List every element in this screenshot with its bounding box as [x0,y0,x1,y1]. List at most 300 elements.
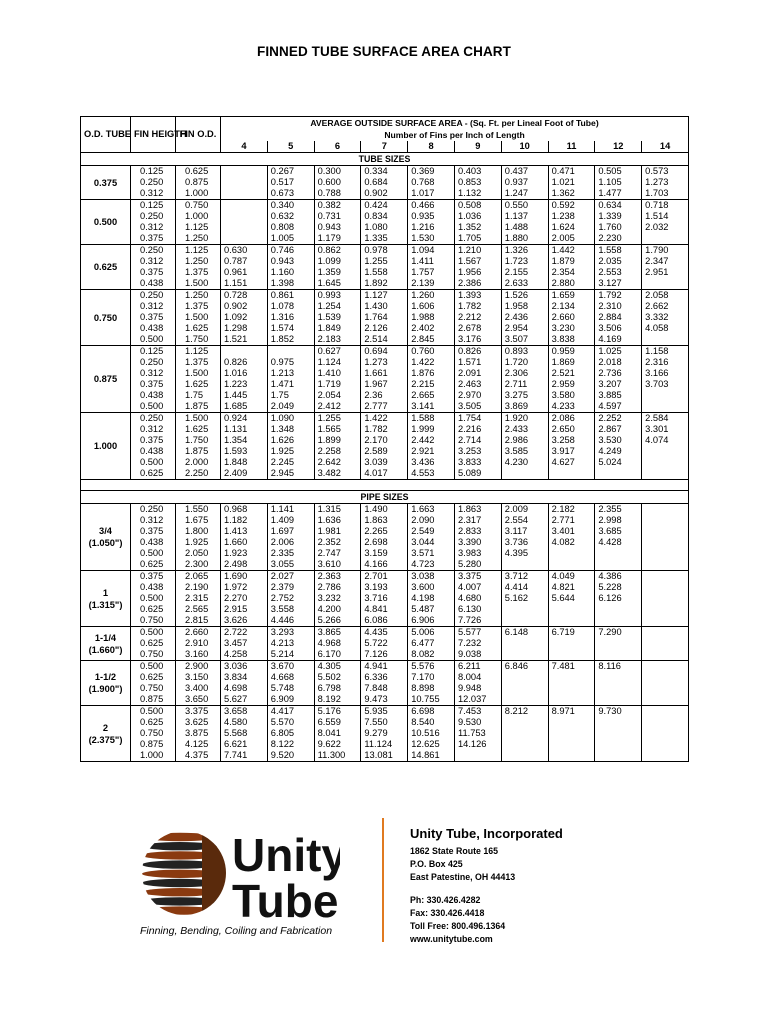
area-cell: 1.972 [221,582,268,593]
fin-height-cell: 0.125 [131,346,176,358]
area-cell: 4.435 [361,627,408,639]
table-row [81,526,689,537]
address-line-3: East Patestine, OH 44413 [410,872,516,882]
area-cell: 1.409 [267,515,314,526]
area-cell [221,200,268,212]
area-cell: 3.482 [314,468,361,480]
table-row [81,413,689,425]
area-cell: 1.398 [267,278,314,290]
fin-height-cell: 0.312 [131,222,176,233]
area-cell: 0.787 [221,256,268,267]
fin-height-cell: 0.312 [131,515,176,526]
area-cell: 1.685 [221,401,268,413]
area-cell: 1.920 [501,413,548,425]
area-cell [642,457,689,468]
fin-od-cell: 3.375 [176,706,221,718]
area-cell: 0.634 [595,200,642,212]
area-cell: 4.698 [221,683,268,694]
area-cell: 9.520 [267,750,314,762]
area-cell: 2.442 [408,435,455,446]
area-cell: 0.550 [501,200,548,212]
table-row [81,188,689,200]
area-cell: 2.032 [642,222,689,233]
area-cell: 2.959 [548,379,595,390]
area-cell: 3.505 [454,401,501,413]
area-cell: 3.685 [595,526,642,537]
area-cell: 1.273 [642,177,689,188]
area-cell [501,672,548,683]
area-cell: 1.719 [314,379,361,390]
area-cell: 2.091 [454,368,501,379]
area-cell: 1.411 [408,256,455,267]
area-cell [501,694,548,706]
area-cell: 5.570 [267,717,314,728]
area-cell: 2.306 [501,368,548,379]
fin-count-header: 11 [548,141,595,153]
area-cell: 1.660 [221,537,268,548]
area-cell: 1.899 [314,435,361,446]
area-cell: 4.258 [221,649,268,661]
table-row [81,457,689,468]
fin-height-cell: 0.500 [131,548,176,559]
area-cell: 1.760 [595,222,642,233]
table-row [81,537,689,548]
area-cell: 0.808 [267,222,314,233]
area-cell: 0.694 [361,346,408,358]
area-cell: 2.335 [267,548,314,559]
area-cell: 3.039 [361,457,408,468]
area-cell: 0.517 [267,177,314,188]
fin-height-cell: 0.250 [131,413,176,425]
area-cell: 1.988 [408,312,455,323]
area-cell: 3.176 [454,334,501,346]
fin-height-cell: 1.000 [131,750,176,762]
area-cell: 0.508 [454,200,501,212]
table-row [81,435,689,446]
phone: Ph: 330.426.4282 [410,895,481,905]
area-cell: 6.846 [501,661,548,673]
area-cell: 2.722 [221,627,268,639]
area-cell: 2.265 [361,526,408,537]
od-pipe-size: (1.660") [88,644,123,655]
area-cell: 1.025 [595,346,642,358]
area-cell: 11.300 [314,750,361,762]
area-cell: 2.433 [501,424,548,435]
area-cell: 2.355 [595,504,642,516]
table-row [81,661,689,673]
area-cell: 1.016 [221,368,268,379]
area-cell: 0.978 [361,245,408,257]
area-cell [595,615,642,627]
area-cell [595,672,642,683]
area-cell: 2.701 [361,571,408,583]
area-cell: 5.627 [221,694,268,706]
area-cell: 0.471 [548,166,595,178]
area-cell: 0.731 [314,211,361,222]
area-cell: 4.049 [548,571,595,583]
od-cell [81,661,131,706]
area-cell: 1.422 [361,413,408,425]
area-cell: 2.786 [314,582,361,593]
area-cell: 3.117 [501,526,548,537]
area-cell: 2.951 [642,267,689,278]
area-cell: 2.921 [408,446,455,457]
area-cell: 4.169 [595,334,642,346]
fin-height-cell: 0.438 [131,390,176,401]
area-cell [548,604,595,615]
table-row [81,672,689,683]
fin-od-cell: 4.125 [176,739,221,750]
fin-count-header: 7 [361,141,408,153]
area-cell [595,604,642,615]
area-cell: 4.017 [361,468,408,480]
area-cell: 0.975 [267,357,314,368]
area-cell: 1.488 [501,222,548,233]
area-cell: 6.086 [361,615,408,627]
area-cell: 4.417 [267,706,314,718]
area-cell: 9.279 [361,728,408,739]
area-cell: 6.170 [314,649,361,661]
area-cell: 4.428 [595,537,642,548]
area-cell [501,649,548,661]
area-cell: 6.698 [408,706,455,718]
area-cell: 0.937 [501,177,548,188]
area-cell [501,750,548,762]
area-cell [642,468,689,480]
fin-od-cell: 3.650 [176,694,221,706]
area-cell: 2.258 [314,446,361,457]
area-cell: 0.993 [314,290,361,302]
area-cell: 6.126 [595,593,642,604]
area-cell: 9.530 [454,717,501,728]
area-cell: 2.412 [314,401,361,413]
table-row [81,593,689,604]
area-cell: 6.906 [408,615,455,627]
fin-height-cell: 0.500 [131,593,176,604]
fin-od-cell: 1.550 [176,504,221,516]
area-cell: 11.753 [454,728,501,739]
fin-height-cell: 0.438 [131,323,176,334]
area-cell: 1.430 [361,301,408,312]
area-cell: 3.207 [595,379,642,390]
tagline: Finning, Bending, Coiling and Fabrication [140,925,333,937]
fin-od-cell: 2.190 [176,582,221,593]
website-link[interactable]: www.unitytube.com [410,934,493,944]
fin-height-cell: 0.125 [131,200,176,212]
fin-od-cell: 3.150 [176,672,221,683]
area-cell: 4.249 [595,446,642,457]
table-row [81,357,689,368]
toll-free: Toll Free: 800.496.1364 [410,921,506,931]
area-cell: 3.258 [548,435,595,446]
area-cell: 2.354 [548,267,595,278]
area-cell: 1.339 [595,211,642,222]
area-cell: 2.884 [595,312,642,323]
area-cell: 3.253 [454,446,501,457]
area-cell [501,638,548,649]
area-cell: 1.490 [361,504,408,516]
area-cell [548,739,595,750]
table-row [81,346,689,358]
table-row [81,571,689,583]
fin-od-cell: 1.750 [176,334,221,346]
fin-od-cell: 0.875 [176,177,221,188]
fin-count-header: 14 [642,141,689,153]
fin-count-header: 5 [267,141,314,153]
area-cell: 3.332 [642,312,689,323]
area-cell: 2.554 [501,515,548,526]
area-cell: 2.514 [361,334,408,346]
area-cell: 1.690 [221,571,268,583]
area-cell: 2.363 [314,571,361,583]
area-cell: 2.009 [501,504,548,516]
area-cell: 5.024 [595,457,642,468]
area-cell: 0.943 [314,222,361,233]
area-cell: 4.198 [408,593,455,604]
area-cell [595,728,642,739]
fin-od-cell: 1.800 [176,526,221,537]
area-cell: 0.267 [267,166,314,178]
area-cell: 2.409 [221,468,268,480]
fin-count-header: 6 [314,141,361,153]
area-cell: 1.514 [642,211,689,222]
area-cell: 3.375 [454,571,501,583]
area-cell [548,548,595,559]
area-cell: 1.216 [408,222,455,233]
area-cell: 2.058 [642,290,689,302]
surface-area-table [80,116,689,762]
area-cell [642,334,689,346]
area-cell [501,559,548,571]
area-cell: 1.521 [221,334,268,346]
area-cell: 1.593 [221,446,268,457]
od-pipe-size: (1.900") [88,684,123,694]
area-cell: 6.336 [361,672,408,683]
area-cell: 0.902 [361,188,408,200]
area-cell: 1.956 [454,267,501,278]
area-cell: 3.712 [501,571,548,583]
area-cell: 3.833 [454,457,501,468]
od-value: 1 [102,587,109,598]
table-row [81,638,689,649]
area-cell: 3.055 [267,559,314,571]
area-cell: 1.362 [548,188,595,200]
area-cell: 2.549 [408,526,455,537]
area-cell [642,739,689,750]
area-cell: 1.410 [314,368,361,379]
area-cell: 2.215 [408,379,455,390]
area-cell: 0.437 [501,166,548,178]
area-cell: 3.610 [314,559,361,571]
area-cell: 5.214 [267,649,314,661]
area-cell [221,211,268,222]
od-pipe-size: (1.050") [88,538,123,548]
area-cell: 3.865 [314,627,361,639]
area-cell: 2.36 [361,390,408,401]
area-cell: 1.151 [221,278,268,290]
area-cell: 2.915 [221,604,268,615]
area-cell: 2.880 [548,278,595,290]
area-cell: 1.925 [267,446,314,457]
area-cell: 2.252 [595,413,642,425]
col-header-fin-height: FIN HEIGTH [131,117,176,153]
area-cell: 1.179 [314,233,361,245]
fin-height-cell: 0.125 [131,166,176,178]
area-cell: 1.967 [361,379,408,390]
area-cell [548,649,595,661]
area-cell: 4.627 [548,457,595,468]
od-value: 3/4 [99,526,112,536]
table-row [81,334,689,346]
area-cell: 1.124 [314,357,361,368]
area-cell: 6.477 [408,638,455,649]
area-cell [548,683,595,694]
area-cell: 4.395 [501,548,548,559]
area-cell: 1.094 [408,245,455,257]
area-cell: 0.788 [314,188,361,200]
fin-height-cell: 0.625 [131,717,176,728]
area-cell: 1.213 [267,368,314,379]
area-cell: 2.986 [501,435,548,446]
area-cell: 0.592 [548,200,595,212]
area-cell: 2.553 [595,267,642,278]
area-cell: 1.127 [361,290,408,302]
area-cell: 5.644 [548,593,595,604]
area-cell: 0.924 [221,413,268,425]
area-cell [548,728,595,739]
fin-od-cell: 0.750 [176,200,221,212]
area-cell [642,559,689,571]
table-row [81,649,689,661]
od-cell: 0.500 [81,200,131,245]
area-cell: 1.160 [267,267,314,278]
area-cell: 1.413 [221,526,268,537]
area-cell: 1.848 [221,457,268,468]
area-cell [501,468,548,480]
area-cell: 2.714 [454,435,501,446]
fin-od-cell: 2.000 [176,457,221,468]
area-cell [642,615,689,627]
area-cell: 2.752 [267,593,314,604]
area-cell: 1.352 [454,222,501,233]
area-cell: 2.035 [595,256,642,267]
area-cell [642,571,689,583]
area-cell: 1.565 [314,424,361,435]
area-cell: 4.553 [408,468,455,480]
tube-shape [202,825,226,925]
area-cell [642,504,689,516]
area-cell: 2.698 [361,537,408,548]
area-cell: 9.622 [314,739,361,750]
fin-od-cell: 2.065 [176,571,221,583]
table-row [81,278,689,290]
area-cell: 6.719 [548,627,595,639]
area-cell: 4.230 [501,457,548,468]
area-cell: 8.192 [314,694,361,706]
area-cell: 7.126 [361,649,408,661]
area-cell: 2.027 [267,571,314,583]
fin-height-cell: 0.875 [131,739,176,750]
area-cell: 1.477 [595,188,642,200]
fin-height-cell: 0.312 [131,188,176,200]
area-cell: 2.747 [314,548,361,559]
area-cell: 3.736 [501,537,548,548]
fin-height-cell: 0.375 [131,379,176,390]
area-cell: 7.290 [595,627,642,639]
fin-od-cell: 1.500 [176,278,221,290]
fin-height-cell: 0.375 [131,571,176,583]
area-cell: 1.354 [221,435,268,446]
area-cell: 0.826 [454,346,501,358]
table-row [81,627,689,639]
fin-count-header: 12 [595,141,642,153]
area-cell [595,548,642,559]
area-cell: 7.481 [548,661,595,673]
area-cell [595,559,642,571]
table-row [81,694,689,706]
area-cell: 5.568 [221,728,268,739]
area-cell [501,615,548,627]
area-cell [221,166,268,178]
table-row [81,290,689,302]
area-cell: 1.348 [267,424,314,435]
area-cell: 2.379 [267,582,314,593]
area-cell: 1.863 [454,504,501,516]
area-cell: 9.730 [595,706,642,718]
od-value: 1-1/2 [94,672,117,682]
area-cell: 1.273 [361,357,408,368]
area-cell: 3.626 [221,615,268,627]
area-cell: 10.516 [408,728,455,739]
area-cell: 6.909 [267,694,314,706]
area-cell: 4.680 [454,593,501,604]
fin-od-cell: 1.875 [176,401,221,413]
area-cell: 1.558 [361,267,408,278]
area-cell: 3.834 [221,672,268,683]
fin-height-cell: 0.438 [131,278,176,290]
area-cell: 3.983 [454,548,501,559]
fin-od-cell: 1.925 [176,537,221,548]
area-cell [642,593,689,604]
area-cell: 12.625 [408,739,455,750]
area-cell: 1.571 [454,357,501,368]
area-cell: 2.665 [408,390,455,401]
area-cell: 1.254 [314,301,361,312]
area-cell: 2.005 [548,233,595,245]
od-cell [81,627,131,661]
fin-height-cell: 0.438 [131,537,176,548]
pipe-sizes-section-label: PIPE SIZES [81,491,689,504]
area-cell: 2.498 [221,559,268,571]
area-cell [642,638,689,649]
area-cell: 4.305 [314,661,361,673]
area-cell: 3.558 [267,604,314,615]
area-cell: 0.862 [314,245,361,257]
fin-height-cell: 0.250 [131,504,176,516]
area-cell: 4.386 [595,571,642,583]
area-cell: 2.777 [361,401,408,413]
area-cell: 2.945 [267,468,314,480]
table-row [81,200,689,212]
area-cell: 4.074 [642,435,689,446]
area-cell [642,728,689,739]
area-cell [548,750,595,762]
area-cell: 0.403 [454,166,501,178]
fin-od-cell: 1.250 [176,256,221,267]
area-cell: 5.487 [408,604,455,615]
area-cell: 4.580 [221,717,268,728]
area-cell: 7.848 [361,683,408,694]
